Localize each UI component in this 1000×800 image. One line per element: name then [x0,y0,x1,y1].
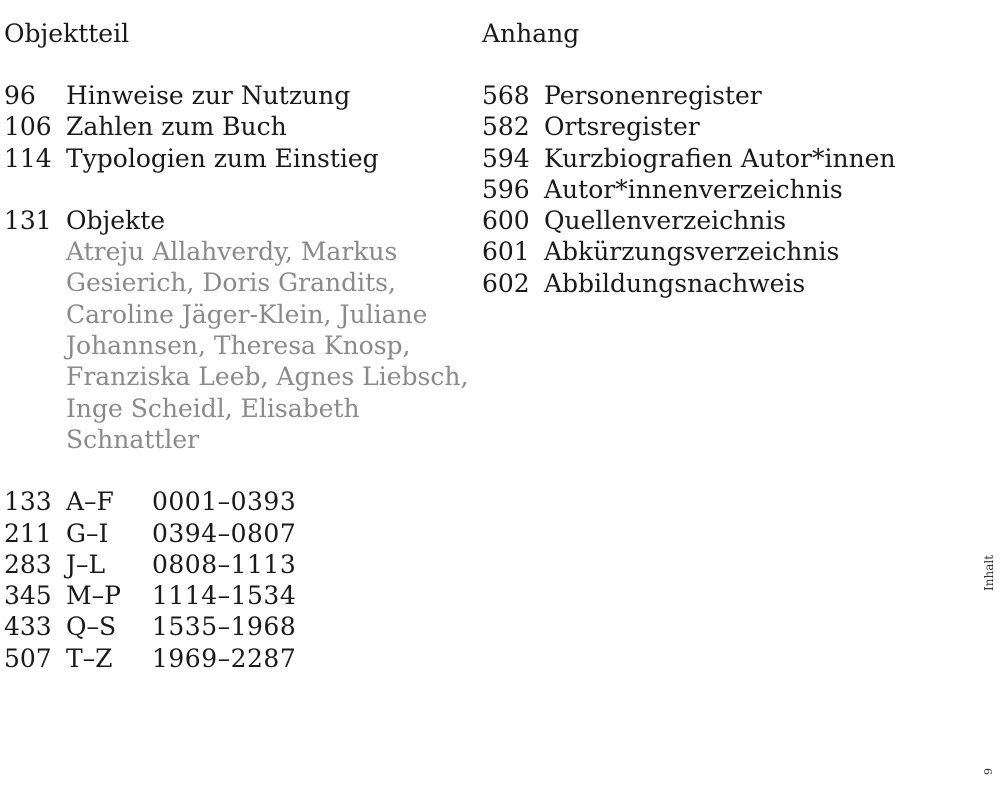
toc-page-number: 601 [482,237,530,267]
object-number-range: 0001–0393 [152,487,297,517]
object-number-range: 1535–1968 [152,612,297,642]
toc-page-number: 568 [482,81,530,110]
spacer [4,174,474,205]
toc-entry-title: Objekte [66,205,166,235]
letter-range: A–F [66,487,114,517]
toc-range-entry[interactable] [4,580,474,611]
toc-entry[interactable] [482,268,942,299]
toc-page-number: 131 [4,205,52,235]
toc-range-entry[interactable] [4,549,474,580]
section-heading-anhang: Anhang [482,19,580,48]
author-list [66,236,474,455]
toc-page-number: 600 [482,206,530,236]
letter-range: J–L [66,549,106,579]
section-heading-objektteil: Objektteil [4,19,130,48]
toc-page-number: 345 [4,581,52,611]
letter-range: M–P [66,581,121,611]
author-line: Gesierich, Doris Grandits, [66,268,396,298]
toc-range-entry[interactable] [4,611,474,642]
page-number: 9 [982,768,995,776]
toc-entry[interactable] [4,143,474,174]
author-line: Caroline Jäger-Klein, Juliane [66,299,428,329]
toc-entry-title: Zahlen zum Buch [66,112,287,142]
toc-page-number: 283 [4,549,52,579]
toc-entry-title: Autor*innenverzeichnis [544,174,843,204]
toc-entry-title: Kurzbiografien Autor*innen [544,143,896,173]
toc-entry[interactable] [482,236,942,267]
toc-entry-title: Typologien zum Einstieg [66,143,379,173]
spacer [4,455,474,486]
toc-entry[interactable] [4,111,474,142]
toc-page-number: 507 [4,643,52,673]
toc-left-column [4,18,474,674]
toc-entry-title: Ortsregister [544,112,700,142]
toc-entry-objekte[interactable] [4,205,474,236]
object-number-range: 0808–1113 [152,549,297,579]
letter-range: T–Z [66,643,113,673]
toc-page-number: 582 [482,112,530,142]
toc-range-entry[interactable] [4,643,474,674]
author-line: Schnattler [66,424,200,454]
toc-page-number: 594 [482,143,530,173]
toc-entry[interactable] [482,80,942,111]
toc-entry[interactable] [482,205,942,236]
toc-entry-title: Hinweise zur Nutzung [66,81,351,110]
running-header-label: Inhalt [982,555,996,592]
letter-range: Q–S [66,612,117,642]
toc-page-number: 133 [4,487,52,517]
toc-range-entry[interactable] [4,518,474,549]
author-line: Inge Scheidl, Elisabeth [66,393,360,423]
toc-entry[interactable] [482,143,942,174]
toc-page-number: 211 [4,518,52,548]
toc-range-entry[interactable] [4,486,474,517]
object-number-range: 0394–0807 [152,518,297,548]
toc-entry[interactable] [4,80,474,111]
toc-page-number: 433 [4,612,52,642]
author-line: Atreju Allahverdy, Markus [66,237,398,267]
toc-page-number: 596 [482,174,530,204]
object-number-range: 1114–1534 [152,581,297,611]
toc-entry[interactable] [482,111,942,142]
toc-entry[interactable] [482,174,942,205]
toc-entry-title: Personenregister [544,81,762,110]
toc-page-number: 114 [4,143,52,173]
toc-page-number: 96 [4,81,36,110]
object-number-range: 1969–2287 [152,643,297,673]
author-line: Franziska Leeb, Agnes Liebsch, [66,362,469,392]
letter-range: G–I [66,518,109,548]
toc-right-column [482,18,942,299]
toc-page-number: 602 [482,268,530,298]
toc-entry-title: Quellenverzeichnis [544,206,787,236]
toc-page-number: 106 [4,112,52,142]
toc-entry-title: Abbildungsnachweis [544,268,806,298]
author-line: Johannsen, Theresa Knosp, [66,331,411,361]
toc-entry-title: Abkürzungsverzeichnis [544,237,840,267]
